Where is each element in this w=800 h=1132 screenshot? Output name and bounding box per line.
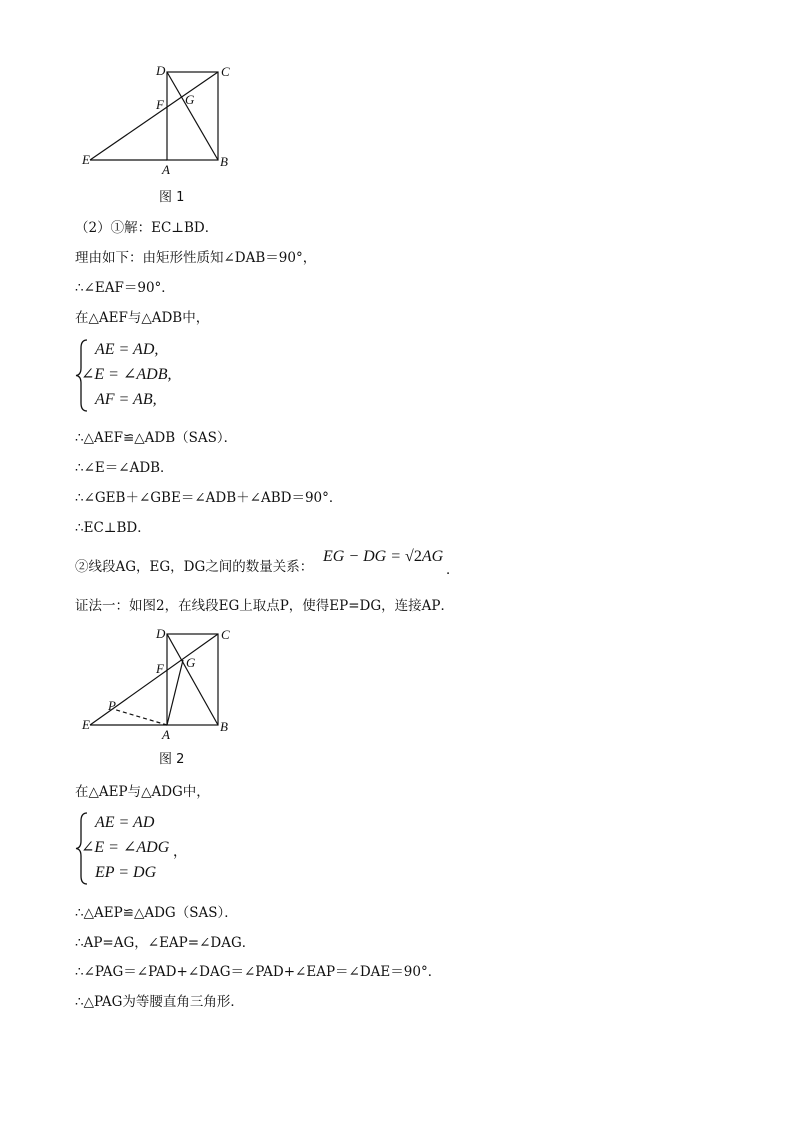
system-1-eq-3: AF = AB, [95, 391, 157, 408]
figure-2 [80, 622, 240, 747]
text-line-6: ∴∠E＝∠ADB． [75, 460, 174, 476]
label-C: C [221, 64, 230, 79]
label-G: G [186, 655, 196, 670]
label-D: D [156, 63, 166, 78]
system-1-eq-2: ∠E = ∠ADB, [81, 366, 172, 383]
label-E: E [82, 152, 90, 167]
formula-left: EG − DG = [323, 548, 406, 565]
system-2-eq-2: ∠E = ∠ADG [81, 839, 170, 856]
figure-1 [80, 60, 240, 180]
label-D: D [156, 626, 166, 641]
equation-system-2 [75, 811, 275, 886]
label-A: A [162, 162, 170, 177]
relation-formula [323, 548, 443, 566]
text-line-4: 在△AEF与△ADB中， [75, 310, 210, 326]
text-line-8: ∴EC⊥BD． [75, 520, 151, 536]
label-C: C [221, 627, 230, 642]
text-line-9-end: ． [446, 562, 460, 578]
text-line-15: ∴△PAG为等腰直角三角形． [75, 994, 244, 1010]
text-line-5: ∴△AEF≌△ADB（SAS）． [75, 430, 238, 446]
system-2-eq-1: AE = AD [95, 814, 155, 831]
label-P: P [108, 698, 116, 713]
text-line-11: 在△AEP与△ADG中， [75, 784, 210, 800]
text-line-10: 证法一：如图2，在线段EG上取点P，使得EP=DG，连接AP． [75, 598, 455, 614]
text-line-9: ②线段AG，EG，DG之间的数量关系： [75, 559, 314, 575]
label-B: B [220, 719, 228, 734]
system-1-eq-1: AE = AD, [95, 341, 159, 358]
system-2-trailing-comma: ， [173, 844, 187, 860]
figure-1-caption: 图 1 [159, 190, 185, 205]
equation-system-1 [75, 338, 275, 413]
label-G: G [185, 92, 195, 107]
text-line-7: ∴∠GEB＋∠GBE＝∠ADB＋∠ABD＝90°． [75, 490, 343, 506]
text-line-2: 理由如下：由矩形性质知∠DAB＝90°， [75, 250, 317, 266]
formula-sqrt: √2 [405, 548, 422, 565]
label-F: F [156, 97, 164, 112]
label-F: F [156, 661, 164, 676]
figure-1-diagram [80, 60, 240, 180]
label-E: E [82, 717, 90, 732]
figure-2-caption: 图 2 [159, 752, 185, 767]
label-A: A [162, 727, 170, 742]
text-line-13: ∴AP=AG，∠EAP=∠DAG． [75, 935, 256, 951]
text-line-3: ∴∠EAF＝90°． [75, 280, 175, 296]
formula-right: AG [421, 548, 444, 565]
label-B: B [220, 154, 228, 169]
text-line-1: （2）①解：EC⊥BD． [75, 220, 219, 236]
text-line-12: ∴△AEP≌△ADG（SAS）． [75, 905, 238, 921]
text-line-14: ∴∠PAG＝∠PAD+∠DAG＝∠PAD+∠EAP＝∠DAE＝90°． [75, 964, 442, 980]
figure-2-diagram [80, 622, 240, 747]
system-2-eq-3: EP = DG [95, 864, 157, 881]
